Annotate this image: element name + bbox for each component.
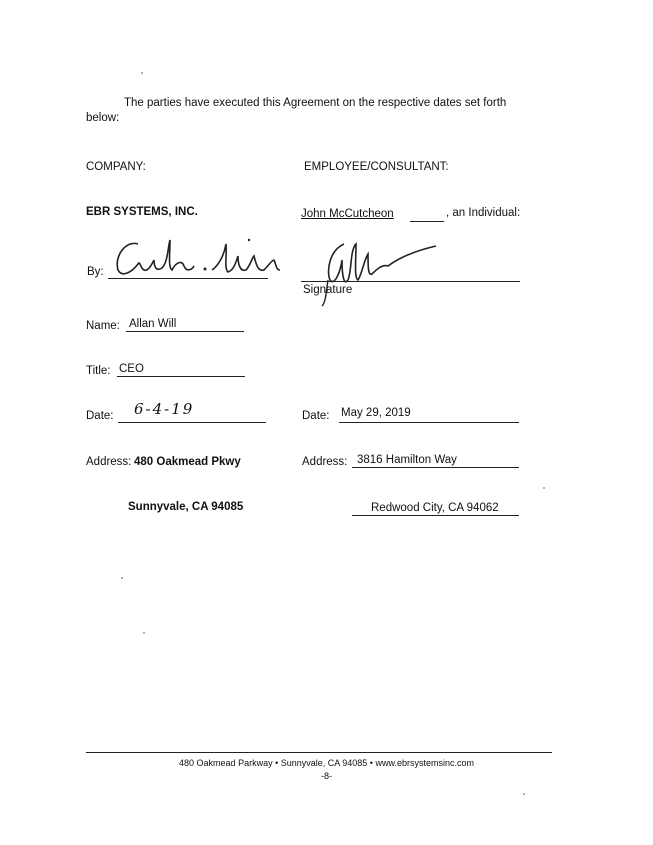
title-line	[117, 376, 245, 377]
employee-name: John McCutcheon	[301, 208, 394, 220]
name-line	[126, 331, 244, 332]
employee-date-value: May 29, 2019	[341, 407, 411, 419]
intro-line-2: below:	[86, 112, 120, 124]
scan-speck	[141, 72, 143, 74]
name-label: Name:	[86, 320, 120, 332]
employee-address-line1-rule	[352, 467, 519, 468]
title-value: CEO	[119, 363, 144, 375]
employee-signature-line	[301, 281, 520, 282]
scan-speck	[121, 577, 123, 579]
company-address-label: Address:	[86, 456, 132, 468]
company-date-value: 6-4-19	[134, 400, 195, 418]
employee-name-line	[410, 221, 444, 222]
employee-address-line1: 3816 Hamilton Way	[357, 454, 457, 466]
employee-date-label: Date:	[302, 410, 330, 422]
company-date-label: Date:	[86, 410, 114, 422]
company-header: COMPANY:	[86, 161, 146, 173]
title-label: Title:	[86, 365, 111, 377]
company-name: EBR SYSTEMS, INC.	[86, 206, 198, 218]
scan-speck	[143, 632, 145, 634]
employee-date-line	[339, 422, 519, 423]
employee-individual-suffix: , an Individual:	[446, 207, 521, 219]
company-date-line	[118, 422, 266, 423]
employee-header: EMPLOYEE/CONSULTANT:	[304, 161, 449, 173]
intro-line-1: The parties have executed this Agreement on the respective dates set forth	[124, 97, 507, 109]
footer-rule	[86, 752, 552, 753]
employee-address-line2: Redwood City, CA 94062	[371, 502, 499, 514]
company-address-line2: Sunnyvale, CA 94085	[128, 501, 244, 513]
company-address-line1: 480 Oakmead Pkwy	[134, 456, 241, 468]
employee-signature	[300, 230, 440, 310]
scan-speck	[523, 793, 525, 795]
scan-speck	[543, 487, 545, 489]
page-number: -8-	[321, 771, 332, 781]
employee-address-label: Address:	[302, 456, 348, 468]
company-signature	[108, 226, 288, 286]
by-label: By:	[87, 266, 104, 278]
employee-address-line2-rule	[352, 515, 519, 516]
signature-label: Signature	[303, 284, 353, 296]
footer-address: 480 Oakmead Parkway • Sunnyvale, CA 94085 • www.ebrsystemsinc.com	[179, 758, 474, 768]
name-value: Allan Will	[129, 318, 177, 330]
